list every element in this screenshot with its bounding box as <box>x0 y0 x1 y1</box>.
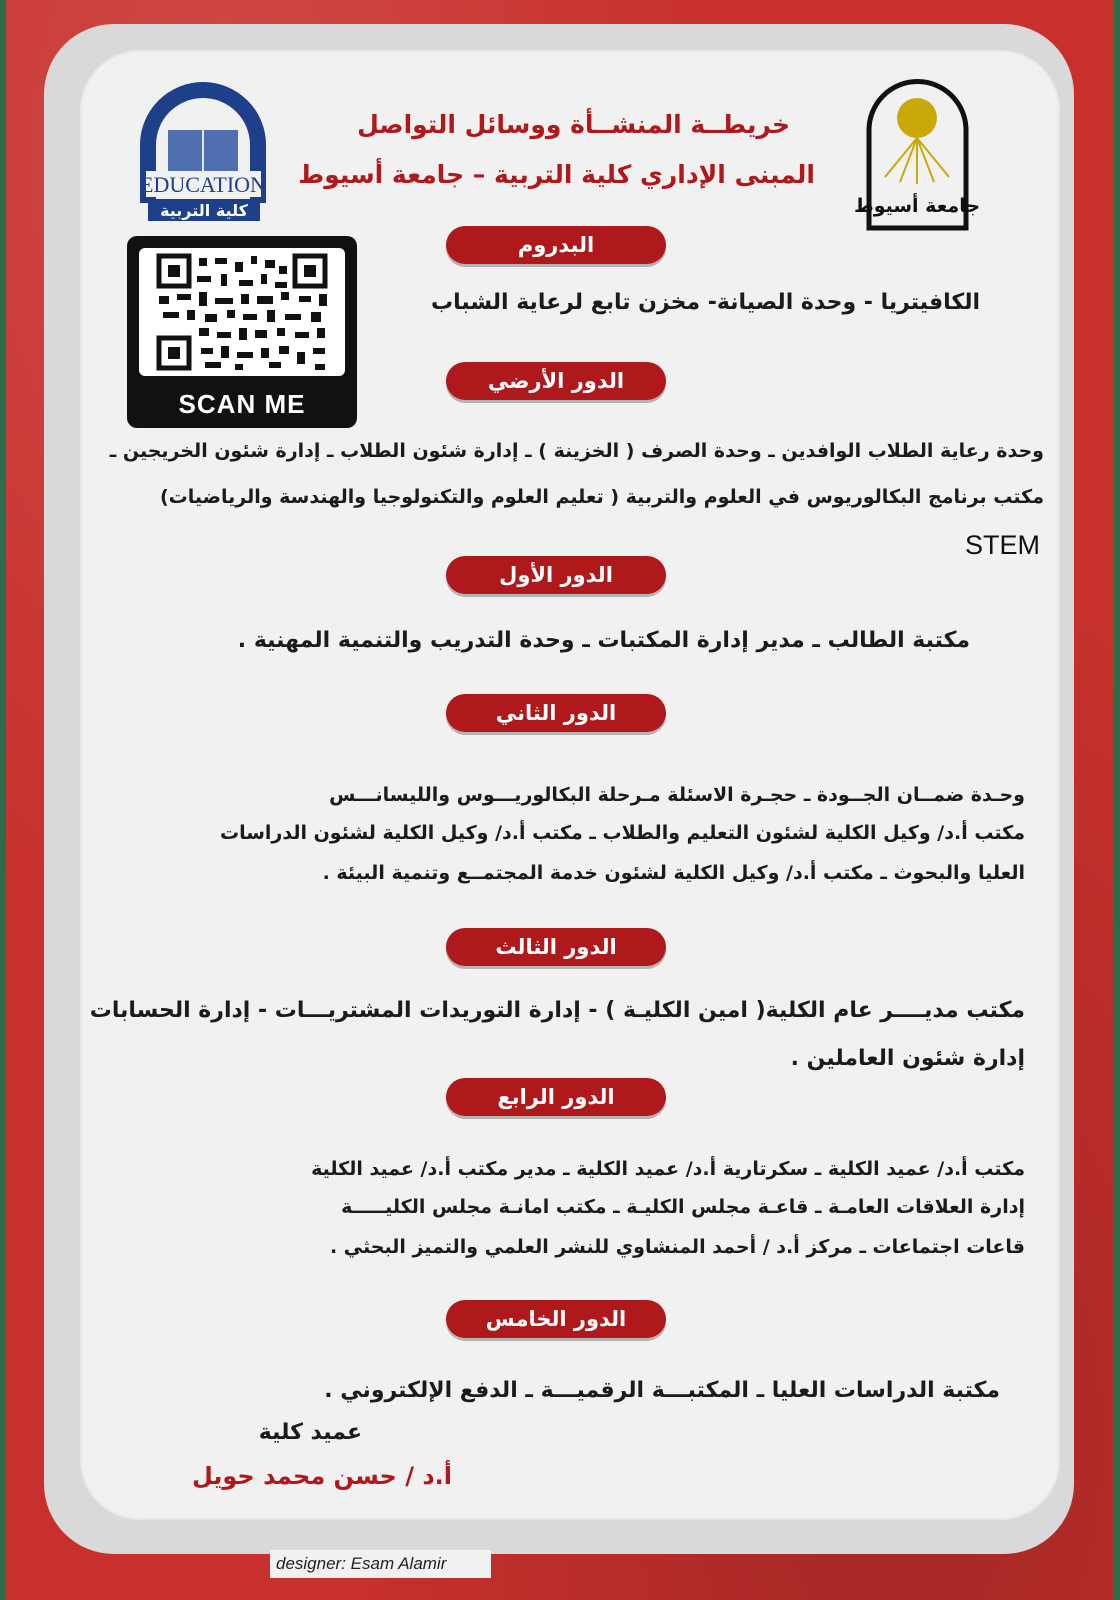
second-floor-line-3: العليا والبحوث ـ مكتب أ.د/ وكيل الكلية لشئون خدمة المجتمــع وتنمية البيئة . <box>322 862 1025 884</box>
section-heading-fourth-floor: الدور الرابع <box>446 1078 666 1116</box>
fourth-floor-line-3: قاعات اجتماعات ـ مركز أ.د / أحمد المنشاوي للنشر العلمي والتميز البحثي . <box>329 1236 1025 1258</box>
designer-credit: designer: Esam Alamir <box>270 1550 491 1578</box>
section-heading-second-floor: الدور الثاني <box>446 694 666 732</box>
section-heading-basement: البدروم <box>446 226 666 264</box>
second-floor-line-2: مكتب أ.د/ وكيل الكلية لشئون التعليم والطلاب ـ مكتب أ.د/ وكيل الكلية لشئون الدراسات <box>219 822 1025 844</box>
assiut-university-logo <box>853 82 981 230</box>
fourth-floor-line-2: إدارة العلاقات العامـة ـ قاعـة مجلس الكليـة ـ مكتب امانـة مجلس الكليـــــة <box>341 1196 1025 1218</box>
fifth-floor-line-1: مكتبة الدراسات العليا ـ المكتبـــة الرقميـــة ـ الدفع الإلكتروني . <box>324 1378 1000 1403</box>
left-edge-strip <box>0 0 6 1600</box>
ground-floor-line-2: مكتب برنامج البكالوريوس في العلوم والتربية ( تعليم العلوم والتكنولوجيا والهندسة والرياضيات) <box>159 486 1044 508</box>
qr-modules <box>139 248 345 376</box>
section-heading-first-floor: الدور الأول <box>446 556 666 594</box>
section-heading-fifth-floor: الدور الخامس <box>446 1300 666 1338</box>
second-floor-line-1: وحـدة ضمــان الجــودة ـ حجـرة الاسئلة مـرحلة البكالوريـــوس والليسانـــس <box>329 784 1025 806</box>
education-logo <box>138 75 268 225</box>
ground-floor-line-1: وحدة رعاية الطلاب الوافدين ـ وحدة الصرف ( الخزينة ) ـ إدارة شئون الطلاب ـ إدارة شئون الخريجين ـ <box>109 440 1044 462</box>
faculty-logo-text: كلية التربية <box>160 201 248 220</box>
fourth-floor-line-1: مكتب أ.د/ عميد الكلية ـ سكرتارية أ.د/ عميد الكلية ـ مدير مكتب أ.د/ عميد الكلية <box>311 1158 1025 1180</box>
right-edge-strip <box>1114 0 1120 1600</box>
assiut-logo-text: جامعة أسيوط <box>853 195 981 217</box>
page-subtitle: المبنى الإداري كلية التربية – جامعة أسيوط <box>298 160 815 189</box>
signature-name: أ.د / حسن محمد حويل <box>191 1462 452 1490</box>
page-title: خريطــة المنشــأة ووسائل التواصل <box>357 110 790 139</box>
third-floor-line-1: مكتب مديــــر عام الكلية( امين الكليـة ) - إدارة التوريدات المشتريـــات - إدارة الحسابات <box>89 998 1025 1023</box>
first-floor-line-1: مكتبة الطالب ـ مدير إدارة المكتبات ـ وحدة التدريب والتنمية المهنية . <box>237 628 970 653</box>
education-logo-text: EDUCATION <box>140 172 266 197</box>
section-heading-ground-floor: الدور الأرضي <box>446 362 666 400</box>
qr-scan-label: SCAN ME <box>178 389 306 419</box>
ground-floor-stem: STEM <box>964 530 1040 560</box>
qr-code[interactable] <box>127 236 357 428</box>
signature-role: عميد كلية <box>258 1420 362 1445</box>
section-heading-third-floor: الدور الثالث <box>446 928 666 966</box>
third-floor-line-2: إدارة شئون العاملين . <box>790 1046 1025 1071</box>
basement-line-1: الكافيتريا - وحدة الصيانة- مخزن تابع لرعاية الشباب <box>431 290 980 315</box>
qr-pattern <box>139 248 345 376</box>
